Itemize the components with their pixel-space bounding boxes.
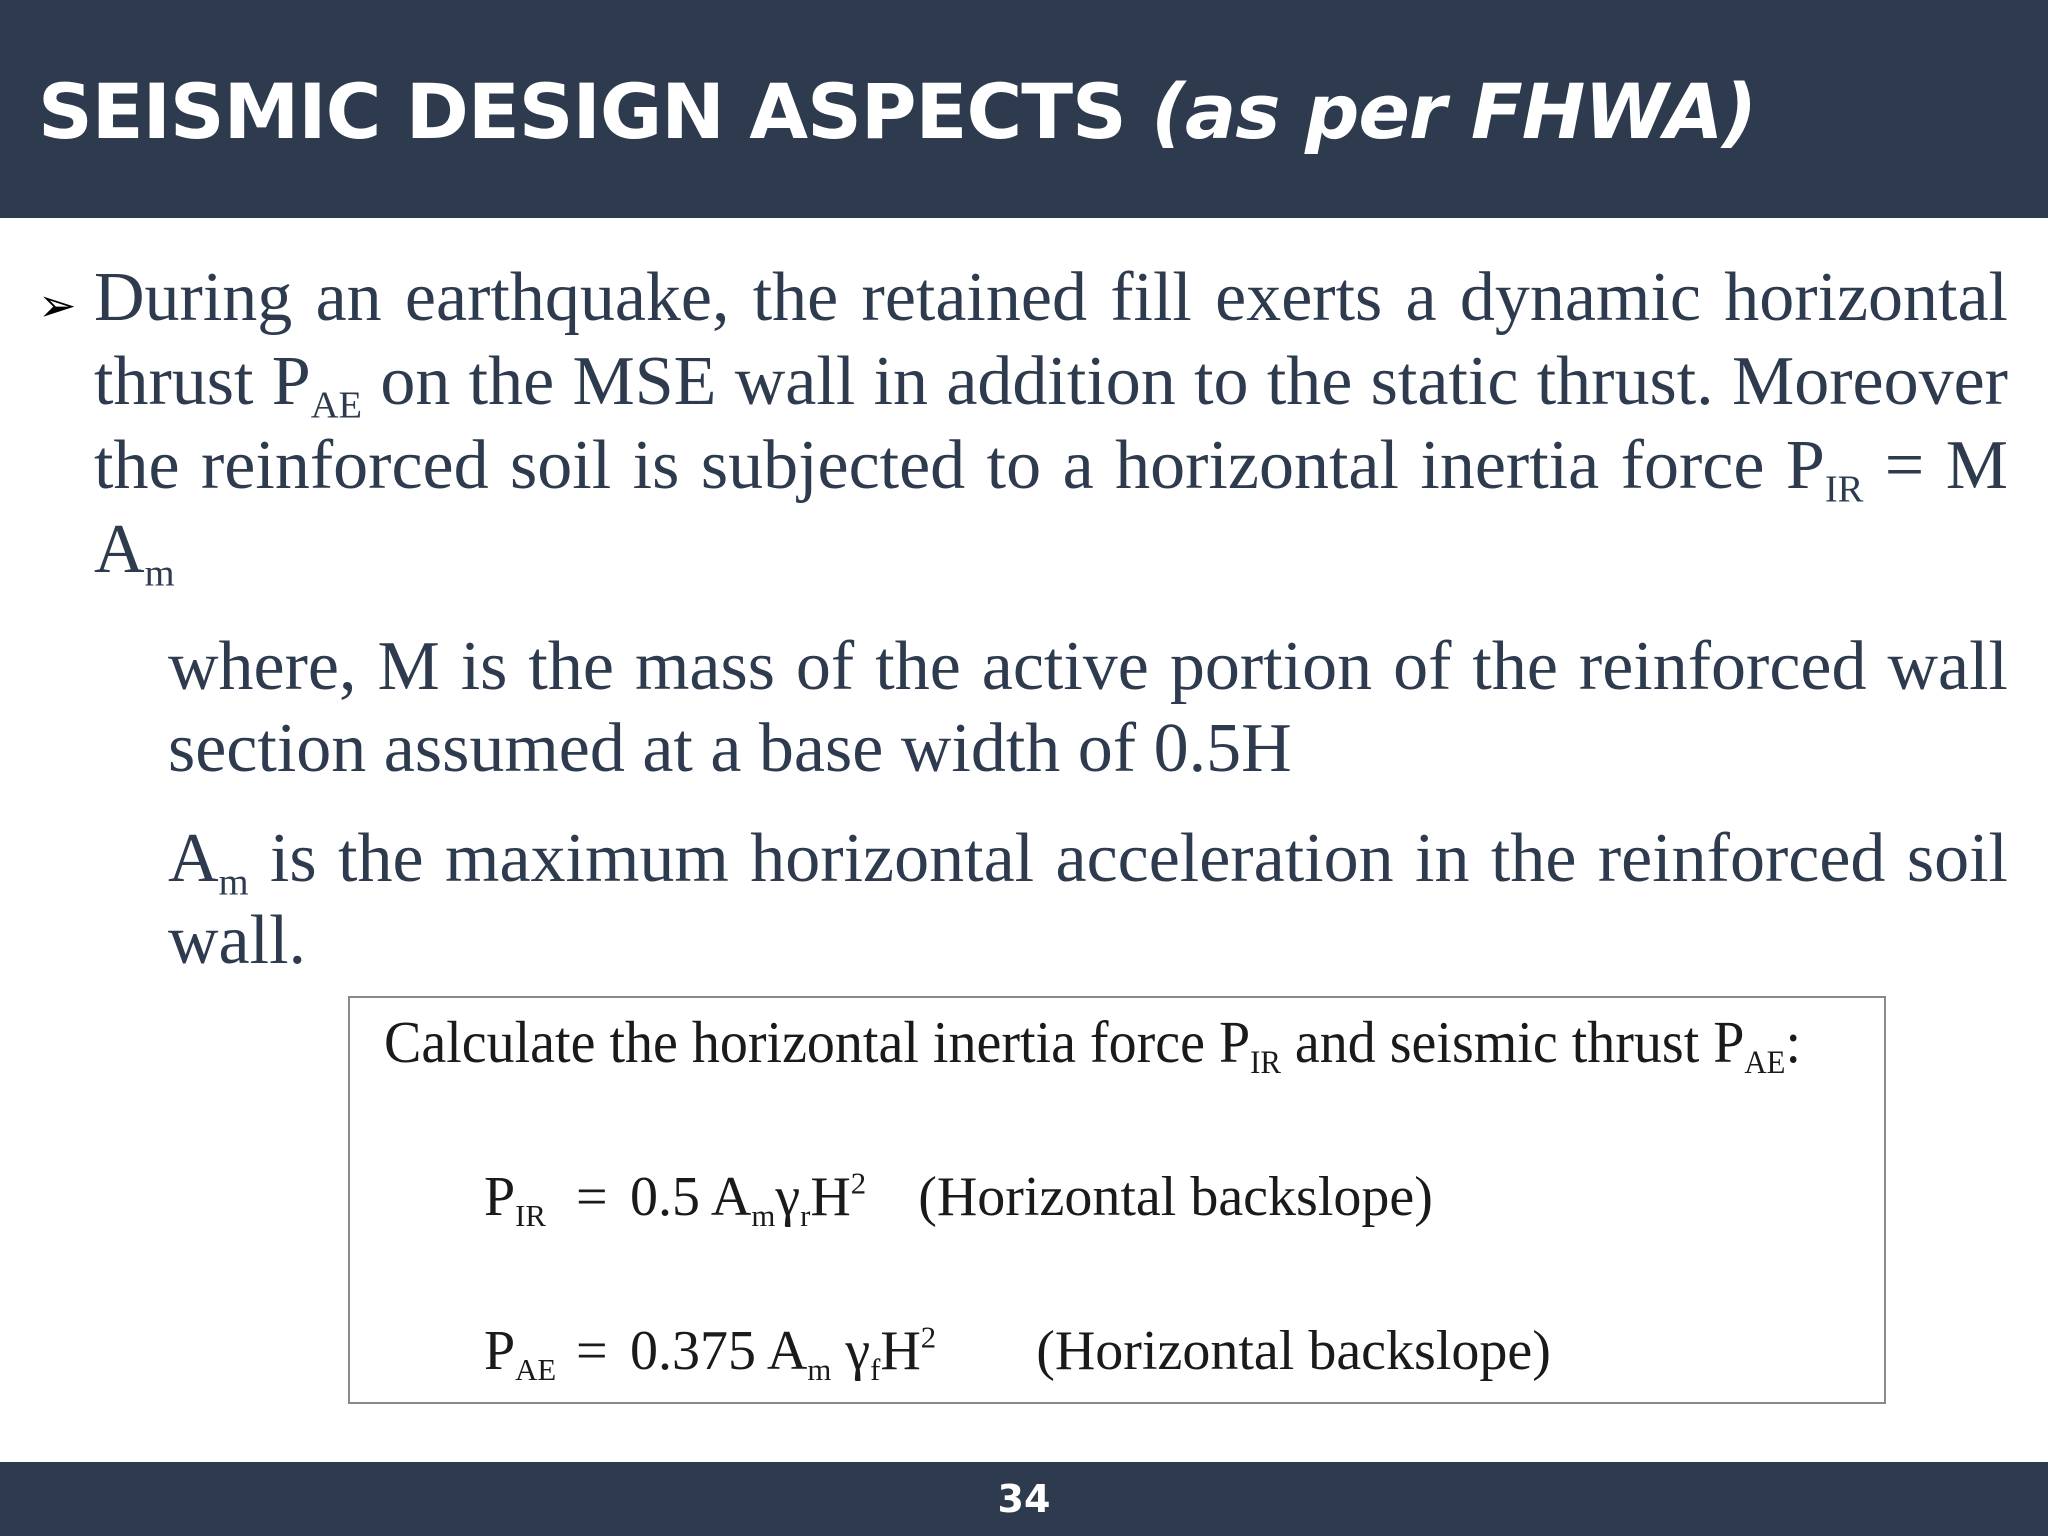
- eq2-gamma: γ: [831, 1320, 871, 1382]
- eq2-coef: 0.375 A: [630, 1320, 808, 1382]
- bullet-text-3: = M A: [94, 427, 2008, 588]
- eq1-lhs-symbol: P: [484, 1166, 516, 1228]
- eq2-gamma-sub: f: [870, 1352, 881, 1387]
- bullet-text-1: During an earthquake, the retained fill exerts a dynamic horizontal thrust P: [94, 259, 2008, 420]
- bullet-sub-ae: AE: [310, 384, 363, 427]
- eq1-coef-sub: m: [751, 1198, 776, 1233]
- bullet-paragraph: [94, 256, 2008, 595]
- bullet-text-2: on the MSE wall in addition to the static thrust. Moreover the reinforced soil is subjected to a horizontal inertia force P: [94, 343, 2008, 504]
- arrow-bullet-icon: ➢: [38, 278, 77, 332]
- accel-text: is the maximum horizontal acceleration in the reinforced soil wall.: [168, 820, 2008, 979]
- eq2-lhs: [484, 1316, 576, 1386]
- accel-sub: m: [218, 861, 249, 904]
- eq1-gamma: γ: [775, 1166, 801, 1228]
- title-italic: (as per FHWA): [1151, 67, 1757, 156]
- intro-sub-ae: AE: [1744, 1044, 1786, 1081]
- eq2-lhs-sub: AE: [515, 1352, 557, 1387]
- eq2-exponent: 2: [920, 1320, 937, 1355]
- equation-seismic-thrust: [484, 1316, 1551, 1386]
- title-main: SEISMIC DESIGN ASPECTS: [38, 67, 1152, 156]
- eq2-height: H: [880, 1320, 921, 1382]
- bullet-sub-m: m: [144, 552, 175, 595]
- intro-text-3: :: [1785, 1010, 1802, 1076]
- bullet-sub-ir: IR: [1824, 468, 1864, 511]
- eq2-coef-sub: m: [807, 1352, 832, 1387]
- definition-mass: where, M is the mass of the active portion of the reinforced wall section assumed at a base width of 0.5H: [168, 628, 2008, 787]
- eq1-equals: =: [576, 1166, 608, 1228]
- eq1-gamma-sub: r: [800, 1198, 811, 1233]
- accel-symbol: A: [168, 820, 219, 897]
- page-number: 34: [997, 1477, 1051, 1521]
- formula-box: [348, 996, 1886, 1404]
- eq1-coef: 0.5 A: [630, 1166, 752, 1228]
- eq2-note: (Horizontal backslope): [1036, 1320, 1551, 1382]
- eq1-lhs-sub: IR: [515, 1198, 546, 1233]
- intro-text-2: and seismic thrust P: [1280, 1010, 1745, 1076]
- formula-intro: [384, 1006, 1801, 1080]
- title-bar: [0, 0, 2048, 218]
- eq1-exponent: 2: [850, 1166, 867, 1201]
- footer-bar: [0, 1462, 2048, 1536]
- eq1-height: H: [810, 1166, 851, 1228]
- intro-sub-ir: IR: [1250, 1044, 1281, 1081]
- equation-inertia-force: [484, 1162, 1433, 1232]
- eq2-lhs-symbol: P: [484, 1320, 516, 1382]
- slide-title: [38, 62, 1756, 162]
- eq1-note: (Horizontal backslope): [918, 1166, 1433, 1228]
- intro-text-1: Calculate the horizontal inertia force P: [384, 1010, 1251, 1076]
- eq1-lhs: [484, 1162, 576, 1232]
- eq2-equals: =: [576, 1320, 608, 1382]
- definition-acceleration: [168, 818, 2008, 982]
